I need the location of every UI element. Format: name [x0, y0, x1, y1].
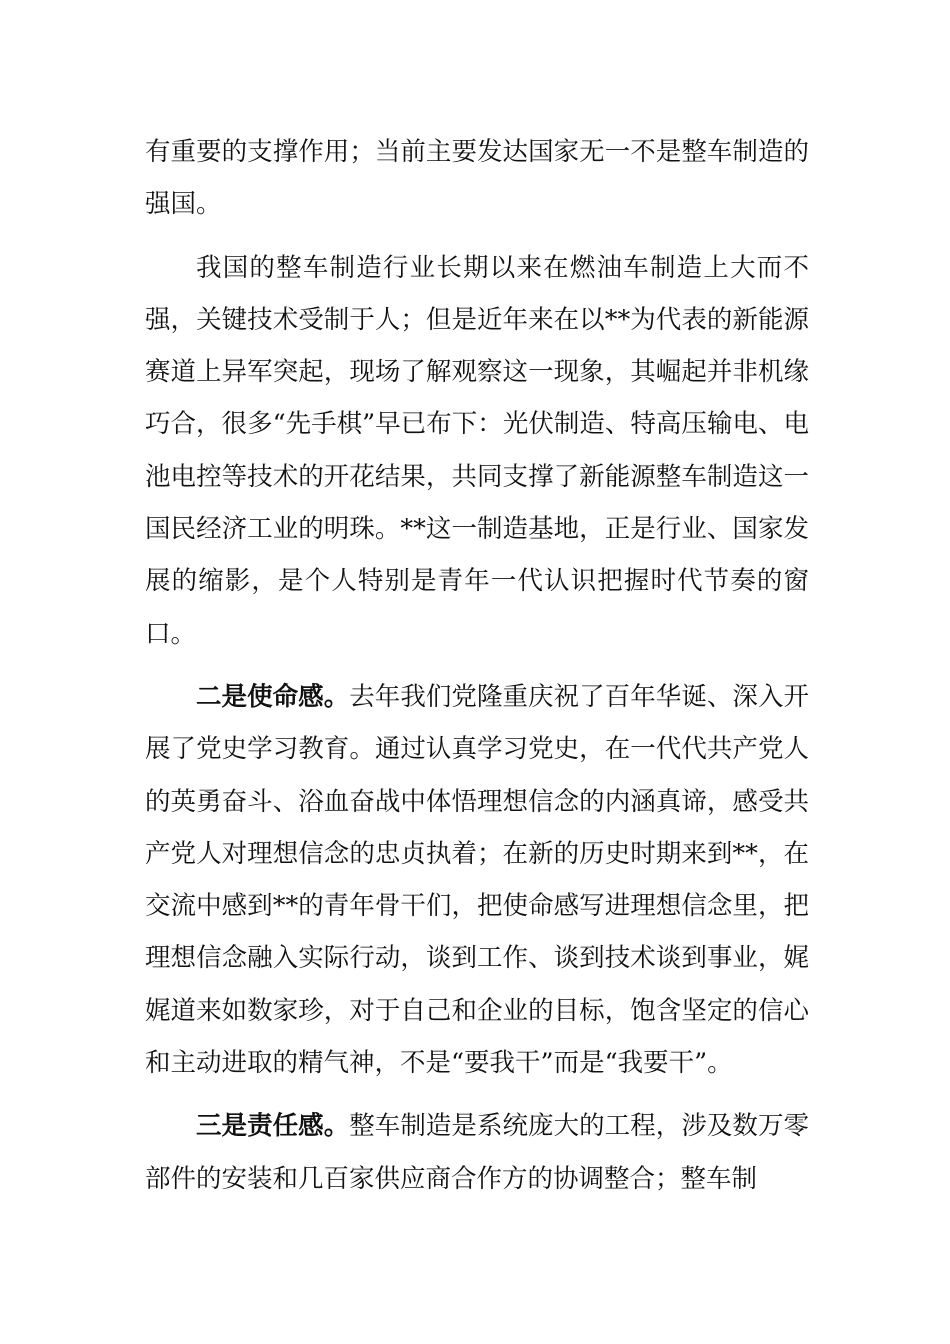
paragraph-4: [145, 1100, 809, 1205]
paragraph-1-text: 有重要的支撑作用；当前主要发达国家无一不是整车制造的强国。: [145, 137, 809, 220]
paragraph-1: [145, 126, 809, 231]
paragraph-4-lead: 三是责任感。: [196, 1111, 350, 1142]
paragraph-3-text: 去年我们党隆重庆祝了百年华诞、深入开展了党史学习教育。通过认真学习党史，在一代代共产党人的英勇奋斗、浴血奋战中体悟理想信念的内涵真谛，感受共产党人对理想信念的忠贞执着；在新的历史时期来到**，在交流中感到**的青年骨干们，把使命感写进理想信念里，把理想信念融入实际行动，谈到工作、谈到技术谈到事业，娓娓道来如数家珍，对于自己和企业的目标，饱含坚定的信心和主动进取的精气神，不是“要我干”而是“我要干”。: [145, 681, 809, 1079]
paragraph-4-text: 整车制造是系统庞大的工程，涉及数万零部件的安装和几百家供应商合作方的协调整合；整车制: [145, 1111, 809, 1194]
document-body: [145, 126, 809, 1205]
paragraph-3-lead: 二是使命感。: [196, 681, 350, 712]
paragraph-2: [145, 242, 809, 660]
paragraph-2-text: 我国的整车制造行业长期以来在燃油车制造上大而不强，关键技术受制于人；但是近年来在以**为代表的新能源赛道上异军突起，现场了解观察这一现象，其崛起并非机缘巧合，很多“先手棋”早已布下：光伏制造、特高压输电、电池电控等技术的开花结果，共同支撑了新能源整车制造这一国民经济工业的明珠。**这一制造基地，正是行业、国家发展的缩影，是个人特别是青年一代认识把握时代节奏的窗口。: [145, 252, 809, 649]
paragraph-3: [145, 671, 809, 1089]
